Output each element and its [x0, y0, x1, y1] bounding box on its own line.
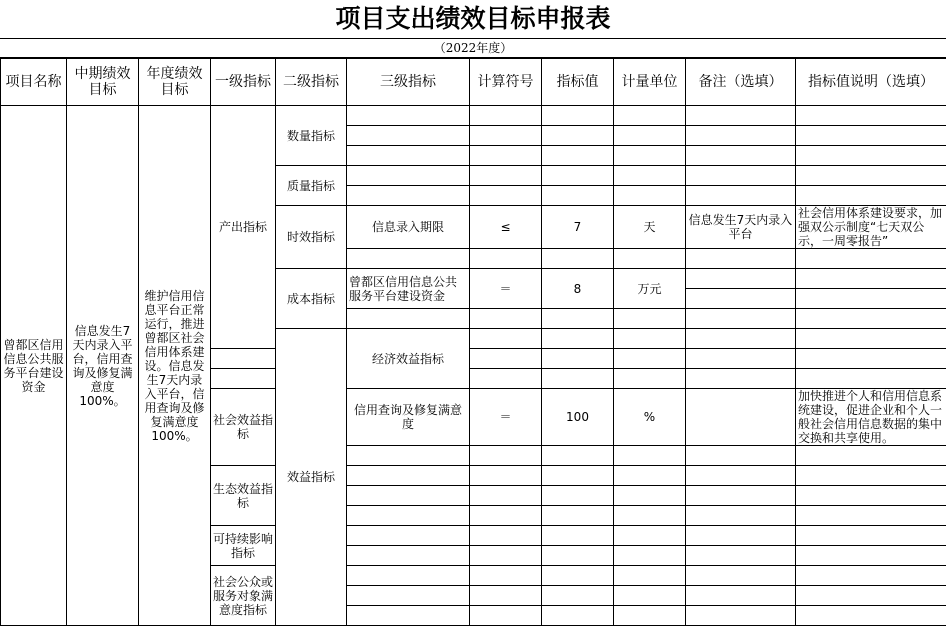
level2-sustainable: 可持续影响指标 [211, 526, 276, 566]
cost-unit: 万元 [614, 269, 686, 309]
level2-social: 社会效益指标 [211, 389, 276, 466]
timeliness-op: ≤ [470, 206, 542, 249]
header-note: 备注（选填） [686, 59, 796, 106]
cost-value: 8 [542, 269, 614, 309]
header-unit: 计量单位 [614, 59, 686, 106]
header-row [1, 59, 946, 106]
mid-goal-cell: 信息发生7天内录入平台，信用查询及修复满意度100%。 [67, 106, 139, 626]
social-value: 100 [542, 389, 614, 446]
header-level1: 一级指标 [211, 59, 276, 106]
social-unit: % [614, 389, 686, 446]
level2-ecological: 生态效益指标 [211, 466, 276, 526]
level2-economic: 经济效益指标 [347, 329, 470, 389]
annual-goal-cell: 维护信用信息平台正常运行，推进曾都区社会信用体系建设。信息发生7天内录入平台，信用查询及修复满意度100%。 [139, 106, 211, 626]
timeliness-value: 7 [542, 206, 614, 249]
social-l3: 信用查询及修复满意度 [347, 389, 470, 446]
project-name-cell: 曾都区信用信息公共服务平台建设资金 [1, 106, 67, 626]
header-level3: 三级指标 [347, 59, 470, 106]
level2-quality: 质量指标 [276, 166, 347, 206]
year-label: （2022年度） [0, 39, 946, 58]
header-description: 指标值说明（选填） [796, 59, 946, 106]
timeliness-desc: 社会信用体系建设要求，加强双公示制度“七天双公示，一周零报告” [796, 206, 946, 249]
timeliness-unit: 天 [614, 206, 686, 249]
header-annual-goal: 年度绩效目标 [139, 59, 211, 106]
level2-cost: 成本指标 [276, 269, 347, 329]
cost-op: ＝ [470, 269, 542, 309]
level2-timeliness: 时效指标 [276, 206, 347, 269]
level1-output: 产出指标 [211, 106, 276, 349]
header-operator: 计算符号 [470, 59, 542, 106]
level1-benefit: 效益指标 [276, 329, 347, 626]
indicator-table [0, 58, 946, 626]
timeliness-note: 信息发生7天内录入平台 [686, 206, 796, 249]
header-level2: 二级指标 [276, 59, 347, 106]
social-desc: 加快推进个人和信用信息系统建设，促进企业和个人一般社会信用信息数据的集中交换和共享使用。 [796, 389, 946, 446]
page-title: 项目支出绩效目标申报表 [0, 0, 946, 39]
level2-satisfaction: 社会公众或服务对象满意度指标 [211, 566, 276, 626]
cost-l3: 曾都区信用信息公共服务平台建设资金 [347, 269, 470, 309]
level2-quantity: 数量指标 [276, 106, 347, 166]
header-mid-goal: 中期绩效目标 [67, 59, 139, 106]
social-op: ＝ [470, 389, 542, 446]
header-project: 项目名称 [1, 59, 67, 106]
header-value: 指标值 [542, 59, 614, 106]
timeliness-l3: 信息录入期限 [347, 206, 470, 249]
